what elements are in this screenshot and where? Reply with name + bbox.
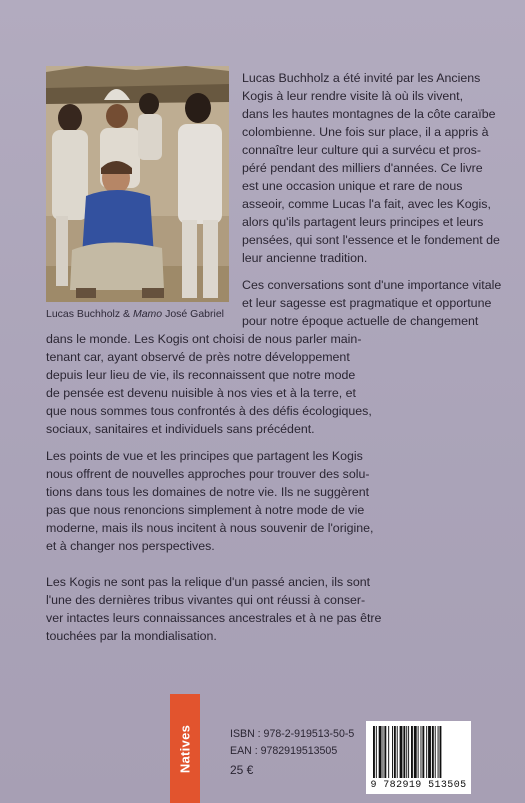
text-line: dans les hautes montagnes de la côte caraïbe <box>242 107 496 121</box>
text-line: nous offrent de nouvelles approches pour trouver des solu- <box>46 467 370 481</box>
text-line: alors qu'ils partagent leurs principes et leurs <box>242 215 484 229</box>
paragraph-conversations <box>46 330 372 438</box>
text-line: que nous sommes tous confrontés à des défis écologiques, <box>46 404 372 418</box>
text-line: Les Kogis ne sont pas la relique d'un passé ancien, ils sont <box>46 575 371 589</box>
photo-caption <box>46 308 236 320</box>
text-line: colombienne. Une fois sur place, il a appris à <box>242 125 489 139</box>
text-line: Les points de vue et les principes que partagent les Kogis <box>46 449 363 463</box>
text-line: pensées, qui sont l'essence et le fondement de <box>242 233 500 247</box>
text-line: Ces conversations sont d'une importance vitale <box>242 278 502 292</box>
text-line: et à changer nos perspectives. <box>46 539 215 553</box>
text-line: ver intactes leurs connaissances ancestrales et à ne pas être <box>46 611 382 625</box>
paragraph-conversations-start <box>242 276 501 330</box>
price-text: 25 € <box>230 763 254 777</box>
paragraph-intro <box>242 69 500 267</box>
text-line: touchées par la mondialisation. <box>46 629 217 643</box>
text-line: dans le monde. Les Kogis ont choisi de nous parler main- <box>46 332 362 346</box>
barcode-digits: 9 782919 513505 <box>370 780 467 791</box>
text-line: pour notre époque actuelle de changement <box>242 314 479 328</box>
isbn-text: ISBN : 978-2-919513-50-5 <box>230 728 355 740</box>
text-line: et leur sagesse est pragmatique et opportune <box>242 296 492 310</box>
text-line: Kogis à leur rendre visite là où ils vivent, <box>242 89 464 103</box>
text-line: depuis leur lieu de vie, ils reconnaissent que notre mode <box>46 368 356 382</box>
publisher-name: Natives <box>177 724 193 773</box>
text-line: leur ancienne tradition. <box>242 251 368 265</box>
text-line: tenant car, ayant observé de près notre développement <box>46 350 350 364</box>
text-line: péré pendant des milliers d'années. Ce livre <box>242 161 483 175</box>
text-line: asseoir, comme Lucas l'a fait, avec les Kogis, <box>242 197 491 211</box>
caption-prefix: Lucas Buchholz & <box>46 308 133 320</box>
publisher-logo <box>170 694 200 803</box>
text-line: tions dans tous les domaines de notre vie. Ils ne suggèrent <box>46 485 370 499</box>
text-line: sociaux, sanitaires et individuels sans précédent. <box>46 422 315 436</box>
text-line: moderne, mais ils nous incitent à nous souvenir de l'origine, <box>46 521 374 535</box>
caption-suffix: José Gabriel <box>162 308 225 320</box>
text-line: l'une des dernières tribus vivantes qui ont réussi à conser- <box>46 593 366 607</box>
paragraph-perspectives <box>46 447 373 555</box>
book-info <box>230 726 354 779</box>
caption-emphasis: Mamo <box>132 308 163 320</box>
text-line: est une occasion unique et rare de nous <box>242 179 463 193</box>
ean-text: EAN : 9782919513505 <box>230 745 338 757</box>
text-line: pas que nous renoncions simplement à notre mode de vie <box>46 503 365 517</box>
barcode <box>366 721 471 794</box>
text-line: connaître leur culture qui a survécu et pros- <box>242 143 481 157</box>
paragraph-tribe <box>46 573 381 645</box>
cover-photo <box>46 66 229 302</box>
text-line: de pensée est devenu nuisible à nos vies et à la terre, et <box>46 386 356 400</box>
barcode-bars <box>373 726 464 778</box>
text-line: Lucas Buchholz a été invité par les Anciens <box>242 71 481 85</box>
